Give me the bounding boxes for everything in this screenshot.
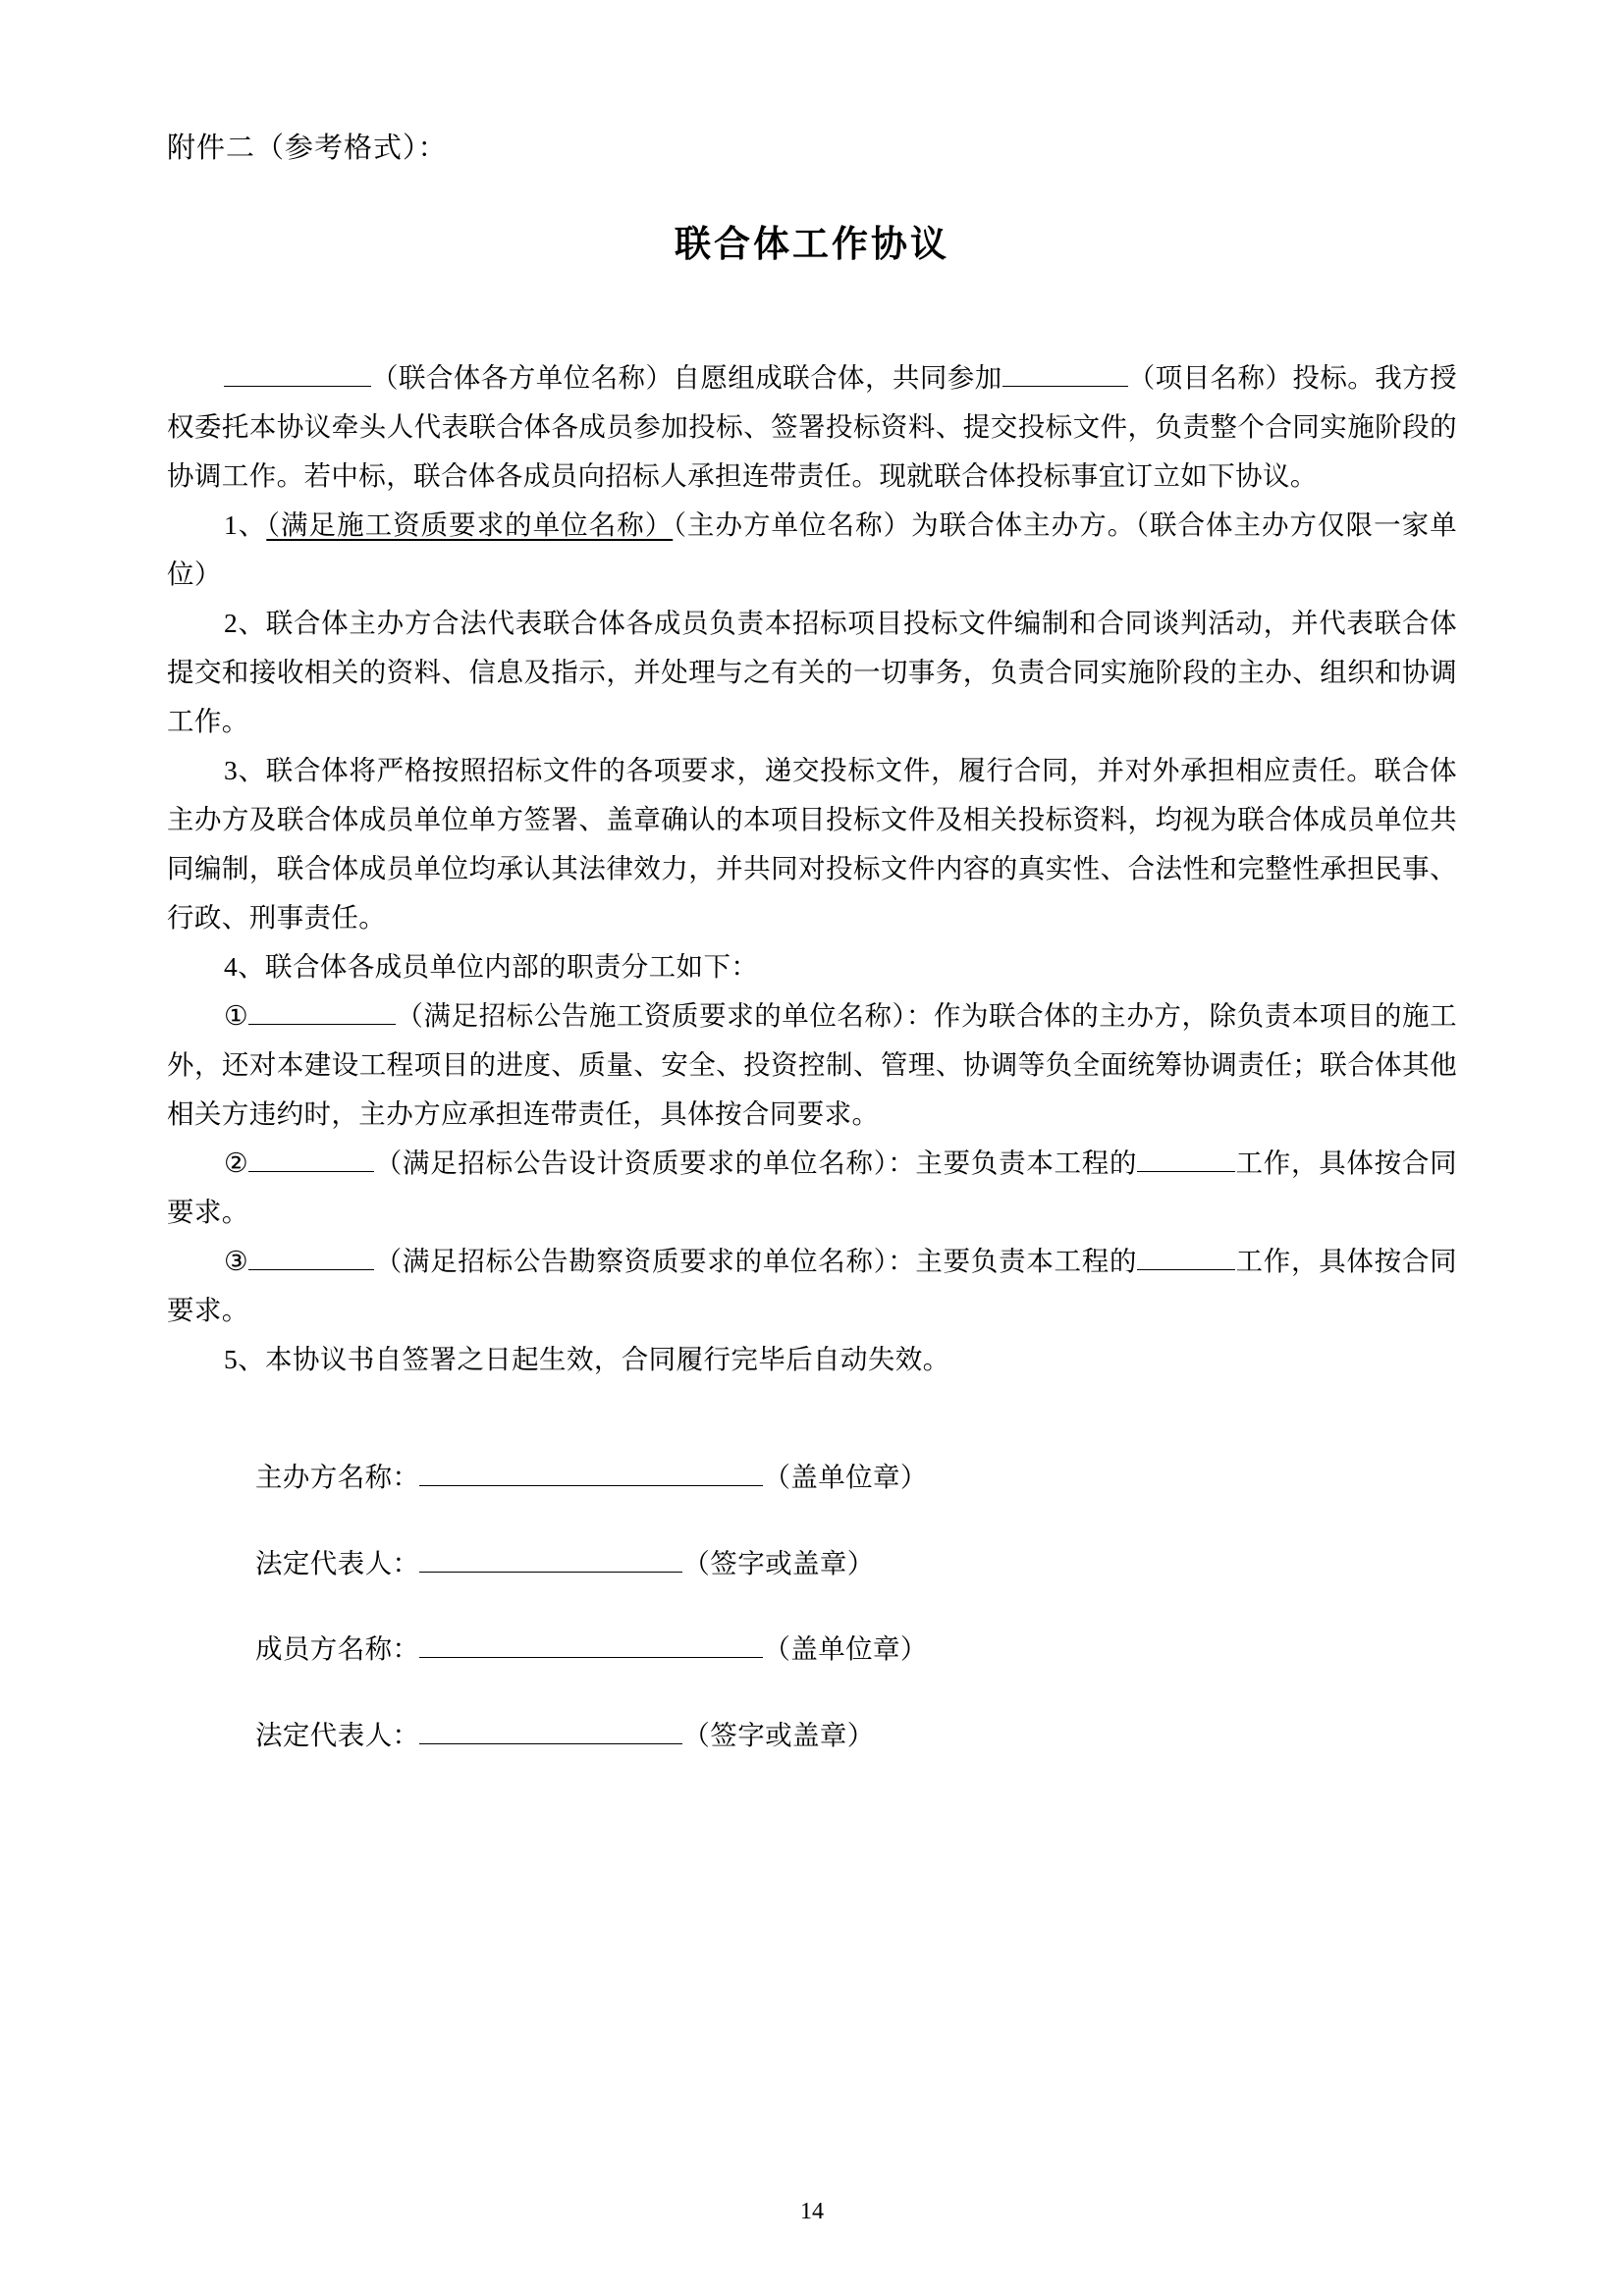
paragraph-clause-2: 2、联合体主办方合法代表联合体各成员负责本招标项目投标文件编制和合同谈判活动，并代表联合体提交和接收相关的资料、信息及指示，并处理与之有关的一切事务，负责合同实施阶段的主办、组织和协调工作。	[167, 607, 1457, 736]
item-3-text-b: 工作，具体按合同要求。	[167, 1246, 1458, 1326]
member-rep-suffix: （签字或盖章）	[682, 1719, 875, 1750]
item-2-marker: ②	[224, 1148, 249, 1179]
item-2-text-a: （满足招标公告设计资质要求的单位名称）：主要负责本工程的	[374, 1148, 1138, 1179]
blank-party-names	[224, 386, 371, 387]
sponsor-rep-suffix: （签字或盖章）	[682, 1547, 875, 1578]
signature-row-sponsor-rep	[255, 1539, 1457, 1588]
blank-project-name	[1002, 386, 1128, 387]
blank-item-1-unit	[248, 1024, 396, 1025]
sponsor-name-label: 主办方名称：	[255, 1462, 420, 1493]
item-2-text-b: 工作，具体按合同要求。	[167, 1148, 1458, 1228]
paragraph-clause-1	[167, 501, 1457, 599]
blank-item-2-scope	[1137, 1171, 1235, 1172]
paragraph-intro	[167, 353, 1457, 501]
sponsor-rep-label: 法定代表人：	[255, 1547, 420, 1578]
clause-1-underlined: （满足施工资质要求的单位名称）	[266, 508, 674, 540]
member-name-suffix: （盖单位章）	[763, 1633, 928, 1665]
member-rep-line	[419, 1714, 682, 1744]
item-1-text: （满足招标公告施工资质要求的单位名称）：作为联合体的主办方，除负责本项目的施工外，还对本建设工程项目的进度、质量、安全、投资控制、管理、协调等负全面统筹协调责任；联合体其他相关方违约时，主办方应承担连带责任，具体按合同要求。	[167, 1000, 1457, 1130]
paragraph-item-3	[167, 1237, 1457, 1335]
signature-row-sponsor-name	[255, 1453, 1457, 1502]
member-name-label: 成员方名称：	[255, 1633, 420, 1665]
signature-block	[167, 1453, 1457, 1759]
blank-item-2-unit	[248, 1171, 374, 1172]
paragraph-clause-5: 5、本协议书自签署之日起生效，合同履行完毕后自动失效。	[224, 1344, 950, 1375]
page-number: 14	[800, 2199, 824, 2224]
clause-1-number: 1、	[224, 508, 267, 540]
item-1-marker: ①	[224, 1000, 249, 1032]
paragraph-intro-text-a: （联合体各方单位名称）自愿组成联合体，共同参加	[371, 361, 1002, 393]
blank-item-3-scope	[1137, 1269, 1235, 1270]
sponsor-name-line	[419, 1456, 763, 1486]
paragraph-item-1	[167, 991, 1457, 1139]
item-3-marker: ③	[224, 1246, 249, 1277]
member-rep-label: 法定代表人：	[255, 1719, 420, 1750]
attachment-label: 附件二（参考格式）：	[167, 133, 448, 164]
sponsor-rep-line	[419, 1542, 682, 1573]
blank-item-3-unit	[248, 1269, 374, 1270]
paragraph-clause-3: 3、联合体将严格按照招标文件的各项要求，递交投标文件，履行合同，并对外承担相应责任。联合体主办方及联合体成员单位单方签署、盖章确认的本项目投标文件及相关投标资料，均视为联合体成员单位共同编制，联合体成员单位均承认其法律效力，并共同对投标文件内容的真实性、合法性和完整性承担民事、行政、刑事责任。	[167, 754, 1457, 934]
paragraph-clause-4: 4、联合体各成员单位内部的职责分工如下：	[224, 951, 759, 983]
item-3-text-a: （满足招标公告勘察资质要求的单位名称）：主要负责本工程的	[374, 1246, 1138, 1277]
page-title: 联合体工作协议	[675, 224, 949, 265]
clause-1-rest: （主办方单位名称）为联合体主办方。（联合体主办方仅限一家单位）	[167, 508, 1457, 589]
paragraph-intro-text-b: （项目名称）投标。我方授权委托本协议牵头人代表联合体各成员参加投标、签署投标资料、提交投标文件，负责整个合同实施阶段的协调工作。若中标，联合体各成员向招标人承担连带责任。现就联合体投标事宜订立如下协议。	[167, 361, 1457, 491]
paragraph-item-2	[167, 1139, 1457, 1237]
member-name-line	[419, 1628, 763, 1658]
document-body	[167, 353, 1457, 1385]
signature-row-member-rep	[255, 1711, 1457, 1760]
signature-row-member-name	[255, 1625, 1457, 1674]
sponsor-name-suffix: （盖单位章）	[763, 1462, 928, 1493]
